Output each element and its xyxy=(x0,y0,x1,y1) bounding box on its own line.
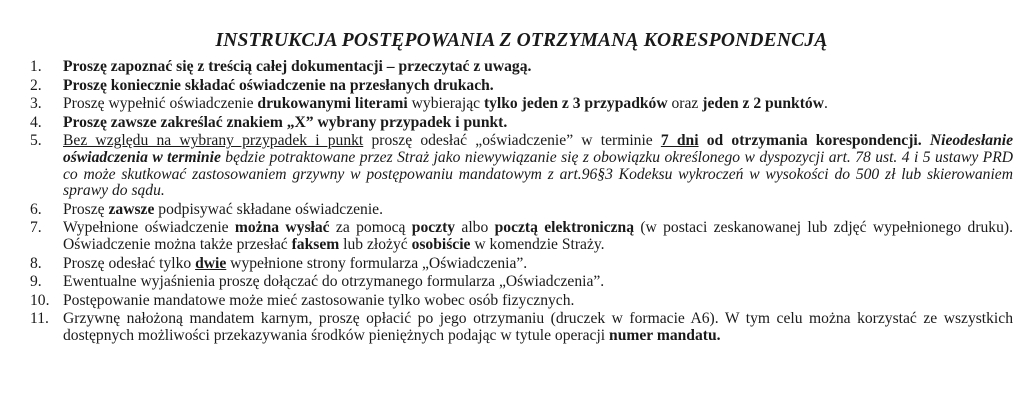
list-item xyxy=(30,96,1013,113)
list-item-text: osobiście xyxy=(411,235,471,253)
instruction-list xyxy=(30,59,1013,345)
list-item-text: w komendzie Straży. xyxy=(470,235,605,253)
list-item-text: Nieodesłanie oświadczenia w terminie xyxy=(63,132,1014,166)
list-item-text: faksem xyxy=(291,235,340,253)
list-item-number: 7. xyxy=(30,219,42,237)
list-item-text: Proszę zapoznać się z treścią całej dokumentacji – przeczytać z uwagą. xyxy=(63,58,532,75)
list-item xyxy=(30,59,1013,76)
list-item xyxy=(30,202,1013,219)
list-item xyxy=(30,293,1013,310)
list-item-text: poczty xyxy=(411,219,456,237)
list-item-number: 4. xyxy=(30,113,42,131)
list-item-text: numer mandatu. xyxy=(609,326,721,344)
list-item-text: 7 dni xyxy=(660,132,699,150)
list-item-text: tylko jeden z 3 przypadków xyxy=(483,95,668,113)
list-item-text: Grzywnę nałożoną mandatem karnym, proszę opłacić po jego otrzymaniu (druczek w formacie A6). W tym celu można korzystać ze wszystkich dostępnych możliwości przekazywania środków pieniężnych podając w tytule operacji xyxy=(63,310,1013,344)
list-item xyxy=(30,311,1013,344)
list-item-text: lub złożyć xyxy=(339,235,412,253)
list-item-text: podpisywać składane oświadczenie. xyxy=(154,200,384,218)
list-item-text: (w postaci zeskanowanej lub zdjęć wypełnionego druku). Oświadczenie można także przesłać xyxy=(63,219,1013,253)
list-item-number: 2. xyxy=(30,76,42,94)
list-item xyxy=(30,78,1013,95)
list-item xyxy=(30,133,1013,199)
list-item-number: 11. xyxy=(30,310,49,328)
list-item-text: wybierając xyxy=(407,95,484,113)
list-item-text: Bez względu na wybrany przypadek i punkt xyxy=(63,132,364,150)
list-item-text: drukowanymi literami xyxy=(257,95,408,113)
list-item-text: wypełnione strony formularza „Oświadczenia”. xyxy=(226,254,528,272)
list-item-text: można wysłać xyxy=(234,219,330,237)
list-item-text: Proszę zawsze zakreślać znakiem „X” wybrany przypadek i punkt. xyxy=(63,113,508,131)
list-item-text: oraz xyxy=(667,95,703,113)
list-item-text: będzie potraktowane przez Straż jako niewywiązanie się z obowiązku określonego w dyspozycji art. 78 ust. 4 i 5 ustawy PRD co może skutkować zastosowaniem grzywny w postępowaniu mandatowym z art.96§3 Kodeksu wykroczeń w wysokości do 500 zł lub skierowaniem sprawy do sądu. xyxy=(63,148,1013,200)
list-item xyxy=(30,274,1013,291)
list-item-text: proszę odesłać „oświadczenie” w terminie xyxy=(363,132,661,150)
list-item-text: Postępowanie mandatowe może mieć zastosowanie tylko wobec osób fizycznych. xyxy=(63,291,575,309)
list-item-text: od otrzymania korespondencji. xyxy=(698,132,922,150)
list-item-number: 10. xyxy=(30,291,50,309)
list-item-text: pocztą elektroniczną xyxy=(494,219,635,237)
list-item-text: Proszę xyxy=(63,200,109,218)
list-item-number: 1. xyxy=(30,58,42,75)
list-item-number: 8. xyxy=(30,254,42,272)
list-item-number: 5. xyxy=(30,132,42,150)
list-item-number: 3. xyxy=(30,95,42,113)
list-item-text: albo xyxy=(455,219,495,237)
list-item-text: dwie xyxy=(195,254,227,272)
list-item-number: 9. xyxy=(30,273,42,291)
list-item-number: 6. xyxy=(30,200,42,218)
list-item-text: Ewentualne wyjaśnienia proszę dołączać do otrzymanego formularza „Oświadczenia”. xyxy=(63,273,605,291)
list-item-text: jeden z 2 punktów xyxy=(702,95,824,113)
list-item xyxy=(30,220,1013,253)
list-item xyxy=(30,115,1013,132)
list-item-text: Proszę koniecznie składać oświadczenie na przesłanych drukach. xyxy=(63,76,494,94)
list-item-text: Wypełnione oświadczenie xyxy=(63,219,235,237)
list-item-text: za pomocą xyxy=(329,219,412,237)
list-item-text: . xyxy=(824,95,828,113)
list-item-text: zawsze xyxy=(108,200,155,218)
list-item xyxy=(30,256,1013,273)
document-title: INSTRUKCJA POSTĘPOWANIA Z OTRZYMANĄ KORESPONDENCJĄ xyxy=(215,30,828,51)
list-item-text: Proszę wypełnić oświadczenie xyxy=(63,95,258,113)
list-item-text xyxy=(922,132,930,149)
list-item-text: Proszę odesłać tylko xyxy=(63,254,196,272)
